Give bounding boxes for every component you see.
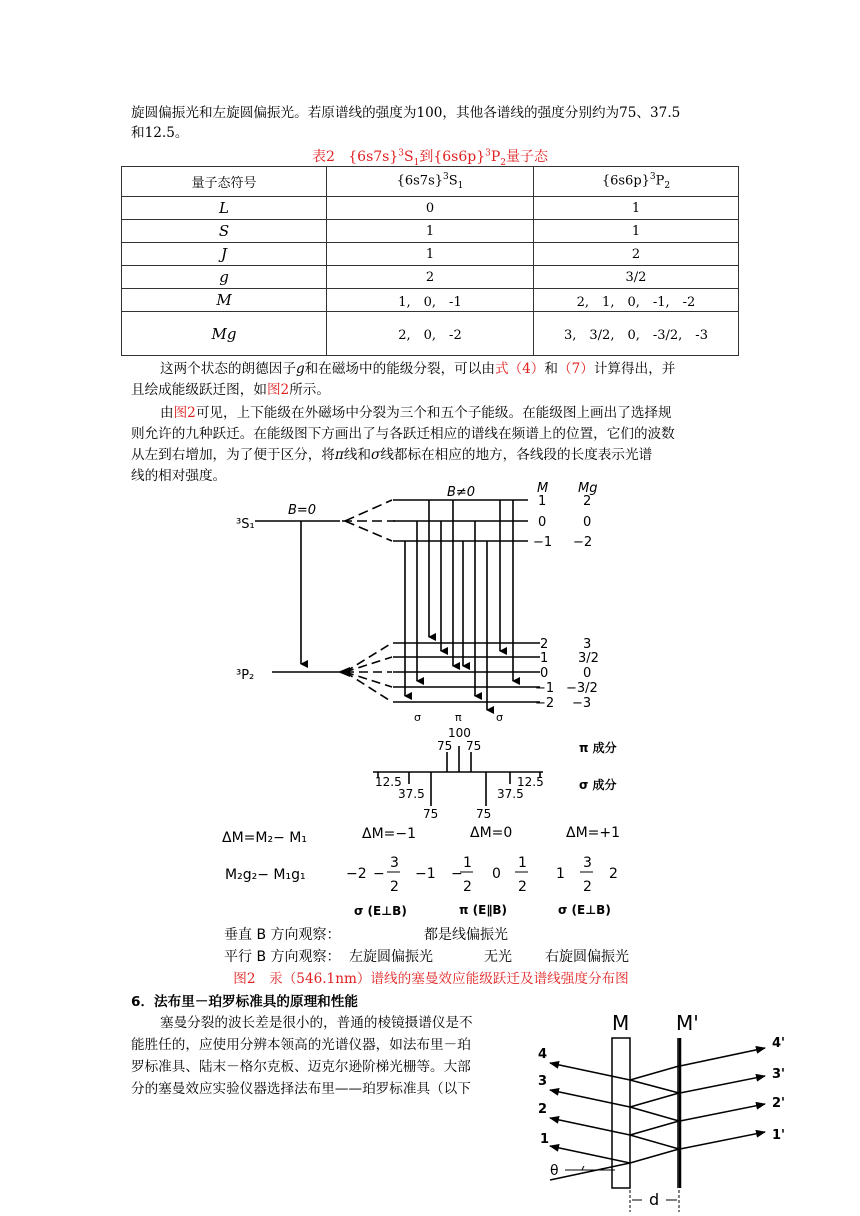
table-caption: 表2 $\{6s7s\}^3S_1$到$\{6s6p\}^3P_2$量子态 [311,148,548,168]
cell-b: 3, 3/2, 0, -3/2, -3 [534,312,739,356]
cell-a: 2, 0, -2 [327,312,534,356]
mg-v9: 2 [609,866,618,882]
pol-sigma-right: σ (E⊥B) [558,903,611,917]
para3-line-3: 从左到右增加，为了便于区分，将π线和σ线都标在相应的地方，各线段的长度表示光谱 [131,447,653,463]
header-symbol: 量子态符号 [122,167,327,197]
label-37-5-left: 37.5 [398,787,425,801]
mirror-M-label: M [612,1011,630,1035]
ray-3: 3 [538,1074,548,1089]
fabry-perot-diagram [520,1000,820,1216]
section6-line-3: 罗标准具、陆末－格尔克板、迈克尔逊阶梯光栅等。大部 [131,1059,471,1075]
mg-v2-den: 2 [390,879,399,895]
lower-Mg-0: 0 [583,666,592,681]
upper-Mg-0: 0 [583,515,592,530]
intro-line-2: 和12.5。 [131,125,189,141]
section6-line-4: 分的塞曼效应实验仪器选择法布里——珀罗标准具（以下 [131,1081,471,1097]
mg-v1: −2 [346,866,367,882]
mg-v4-num: 1 [463,855,472,871]
cell-b: 1 [534,197,739,220]
para2-line-2: 且绘成能级跃迁图，如图2所示。 [131,382,330,398]
mg-v7: 1 [556,866,565,882]
cell-symbol: J [122,243,327,266]
lower-M-1: 1 [540,651,549,666]
upper-Mg-1: 2 [583,494,592,509]
group-sigma-right: σ [496,711,503,724]
label-75-pi-left: 75 [437,739,453,753]
ray-2: 2 [538,1102,548,1117]
obs-par-label: 平行 B 方向观察： [224,949,341,965]
cell-b: 2, 1, 0, -1, -2 [534,289,739,312]
ray-2-prime: 2' [772,1096,786,1111]
label-12-5-left: 12.5 [375,775,402,789]
upper-M-1: 1 [538,494,547,509]
lower-M-neg1: −1 [535,681,555,696]
cell-symbol: L [122,197,327,220]
delta-M-pos1: ΔM=+1 [566,825,621,841]
mg-v2-minus: − [373,866,385,882]
pi-component-label: π 成分 [579,741,617,755]
cell-symbol: Mg [122,312,327,356]
mg-diff-label: M₂g₂− M₁g₁ [225,867,306,883]
mg-v5: 0 [492,866,501,882]
upper-state-label: ³S₁ [236,517,255,532]
mirror-Mprime-label: M' [676,1011,699,1035]
label-12-5-right: 12.5 [517,775,544,789]
label-75-pi-right: 75 [466,739,482,753]
mg-v4-den: 2 [463,879,472,895]
figure2-caption: 图2 汞（546.1nm）谱线的塞曼效应能级跃迁及谱线强度分布图 [233,971,629,987]
ray-4: 4 [538,1047,548,1062]
header-col1: $\{6s7s\}^3S_1$ [327,167,534,197]
para2-line-1: 这两个状态的朗德因子g和在磁场中的能级分裂，可以由式（4）和（7）计算得出，并 [160,361,676,377]
mg-v3: −1 [415,866,436,882]
mg-v4-minus: − [451,866,463,882]
upper-Mg-neg2: −2 [573,535,593,550]
obs-perp-value: 都是线偏振光 [424,927,508,943]
lower-Mg-neg3: −3 [572,696,592,711]
label-75-sigma-right: 75 [476,807,492,821]
lower-Mg-3: 3 [583,637,592,652]
sigma-component-label: σ 成分 [579,778,617,792]
d-label: d [649,1190,660,1209]
obs-perp-label: 垂直 B 方向观察： [224,927,341,943]
ray-1-prime: 1' [772,1128,786,1143]
pol-pi: π (E∥B) [459,903,507,917]
theta-label: θ [550,1163,559,1179]
para3-line-2: 则允许的九种跃迁。在能级图下方画出了与各跃迁相应的谱线在频谱上的位置，它们的波数 [131,426,675,442]
pol-sigma-left: σ (E⊥B) [354,904,407,918]
section6-line-1: 塞曼分裂的波长差是很小的，普通的棱镜摄谱仪是不 [160,1015,473,1031]
ray-4-prime: 4' [772,1036,786,1051]
obs-par-right: 右旋圆偏振光 [545,949,629,965]
lower-Mg-3-2: 3/2 [578,651,599,666]
col-M-label: M [537,481,549,496]
cell-symbol: M [122,289,327,312]
mg-v6-den: 2 [518,879,527,895]
label-100: 100 [448,726,471,740]
lower-M-2: 2 [540,637,549,652]
col-Mg-label: Mg [578,481,598,496]
group-sigma-left: σ [414,711,421,724]
upper-M-neg1: −1 [533,535,553,550]
b0-label: B=0 [288,503,317,518]
cell-b: 1 [534,220,739,243]
mg-v8-num: 3 [583,855,592,871]
lower-M-0: 0 [540,666,549,681]
bne0-label: B≠0 [447,485,476,500]
lower-M-neg2: −2 [535,696,555,711]
obs-par-left: 左旋圆偏振光 [349,949,433,965]
cell-a: 1, 0, -1 [327,289,534,312]
cell-symbol: S [122,220,327,243]
label-37-5-right: 37.5 [497,787,524,801]
mg-v2-num: 3 [390,855,399,871]
upper-M-0: 0 [538,515,547,530]
cell-a: 1 [327,220,534,243]
intro-line-1: 旋圆偏振光和左旋圆偏振光。若原谱线的强度为100，其他各谱线的强度分别约为75、37.5 [131,105,681,121]
label-75-sigma-left: 75 [423,807,439,821]
cell-a: 0 [327,197,534,220]
delta-M-0: ΔM=0 [470,825,513,841]
mg-v8-den: 2 [583,879,592,895]
cell-b: 2 [534,243,739,266]
cell-b: 3/2 [534,266,739,289]
obs-par-middle: 无光 [484,949,512,965]
para3-line-1: 由图2可见，上下能级在外磁场中分裂为三个和五个子能级。在能级图上画出了选择规 [160,405,672,421]
group-pi: π [455,711,462,724]
ray-3-prime: 3' [772,1067,786,1082]
section6-title: 6．法布里－珀罗标准具的原理和性能 [131,994,358,1010]
lower-state-label: ³P₂ [236,668,255,683]
lower-Mg-neg3-2: −3/2 [566,681,598,696]
delta-M-neg1: ΔM=−1 [362,826,417,842]
cell-a: 1 [327,243,534,266]
delta-M-label: ΔM=M₂− M₁ [222,830,307,846]
header-col2: $\{6s6p\}^3P_2$ [534,167,739,197]
mg-v6-num: 1 [518,855,527,871]
section6-line-2: 能胜任的，应使用分辨本领高的光谱仪器，如法布里－珀 [131,1037,471,1053]
ray-1: 1 [540,1132,550,1147]
para3-line-4: 线的相对强度。 [131,468,227,484]
cell-a: 2 [327,266,534,289]
cell-symbol: g [122,266,327,289]
